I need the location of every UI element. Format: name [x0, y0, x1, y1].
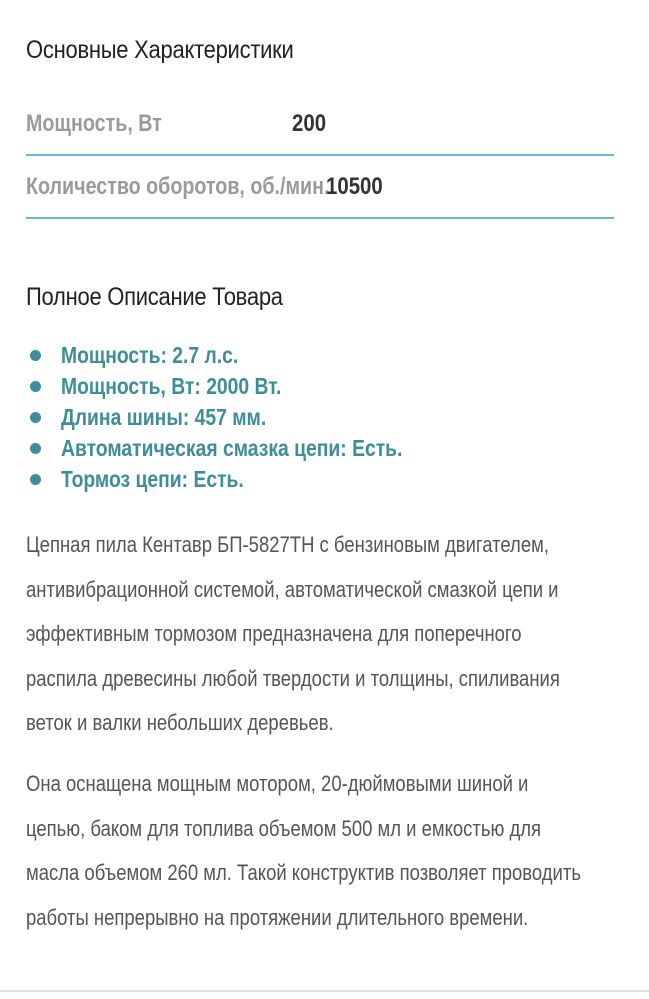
list-item [26, 402, 467, 433]
spec-row-power [26, 93, 614, 156]
paragraph-line: Цепная пила Кентавр БП-5827ТН с бензиновым двигателем, [26, 532, 549, 557]
bullet-icon [30, 350, 41, 361]
list-item [26, 340, 467, 371]
feature-text: Мощность, Вт: 2000 Вт. [61, 373, 282, 399]
feature-text: Автоматическая смазка цепи: Есть. [61, 435, 403, 461]
paragraph-line: работы непрерывно на протяжении длительного времени. [26, 904, 529, 930]
list-item [26, 464, 467, 495]
bottom-divider [0, 990, 649, 992]
description-paragraph [26, 762, 649, 940]
bullet-icon [30, 412, 41, 423]
feature-text: Тормоз цепи: Есть. [61, 466, 244, 492]
spec-value: 10500 [326, 173, 383, 200]
paragraph-line: веток и валки небольших деревьев. [26, 710, 334, 735]
spec-row-rpm [26, 156, 614, 219]
spec-label: Мощность, Вт [26, 110, 162, 137]
list-item [26, 433, 467, 464]
list-item [26, 371, 467, 402]
feature-list [26, 340, 467, 495]
spec-value: 200 [292, 110, 327, 137]
paragraph-line: цепью, баком для топлива объемом 500 мл и емкостью для [26, 815, 542, 841]
paragraph-line: масла объемом 260 мл. Такой конструктив позволяет проводить [26, 860, 581, 885]
bullet-icon [30, 381, 41, 392]
paragraph-line: эффективным тормозом предназначена для поперечного [26, 621, 522, 646]
specs-section-title: Основные Характеристики [26, 36, 294, 64]
description-section-title: Полное Описание Товара [26, 283, 283, 311]
bullet-icon [30, 474, 41, 485]
feature-text: Длина шины: 457 мм. [61, 404, 267, 430]
feature-text: Мощность: 2.7 л.с. [61, 342, 239, 368]
paragraph-line: антивибрационной системой, автоматической смазкой цепи и [26, 576, 559, 602]
spec-label: Количество оборотов, об./мин. [26, 173, 330, 200]
paragraph-line: распила древесины любой твердости и толщины, спиливания [26, 665, 560, 691]
bullet-icon [30, 443, 41, 454]
paragraph-line: Она оснащена мощным мотором, 20-дюймовыми шиной и [26, 771, 529, 796]
description-paragraph [26, 523, 649, 746]
